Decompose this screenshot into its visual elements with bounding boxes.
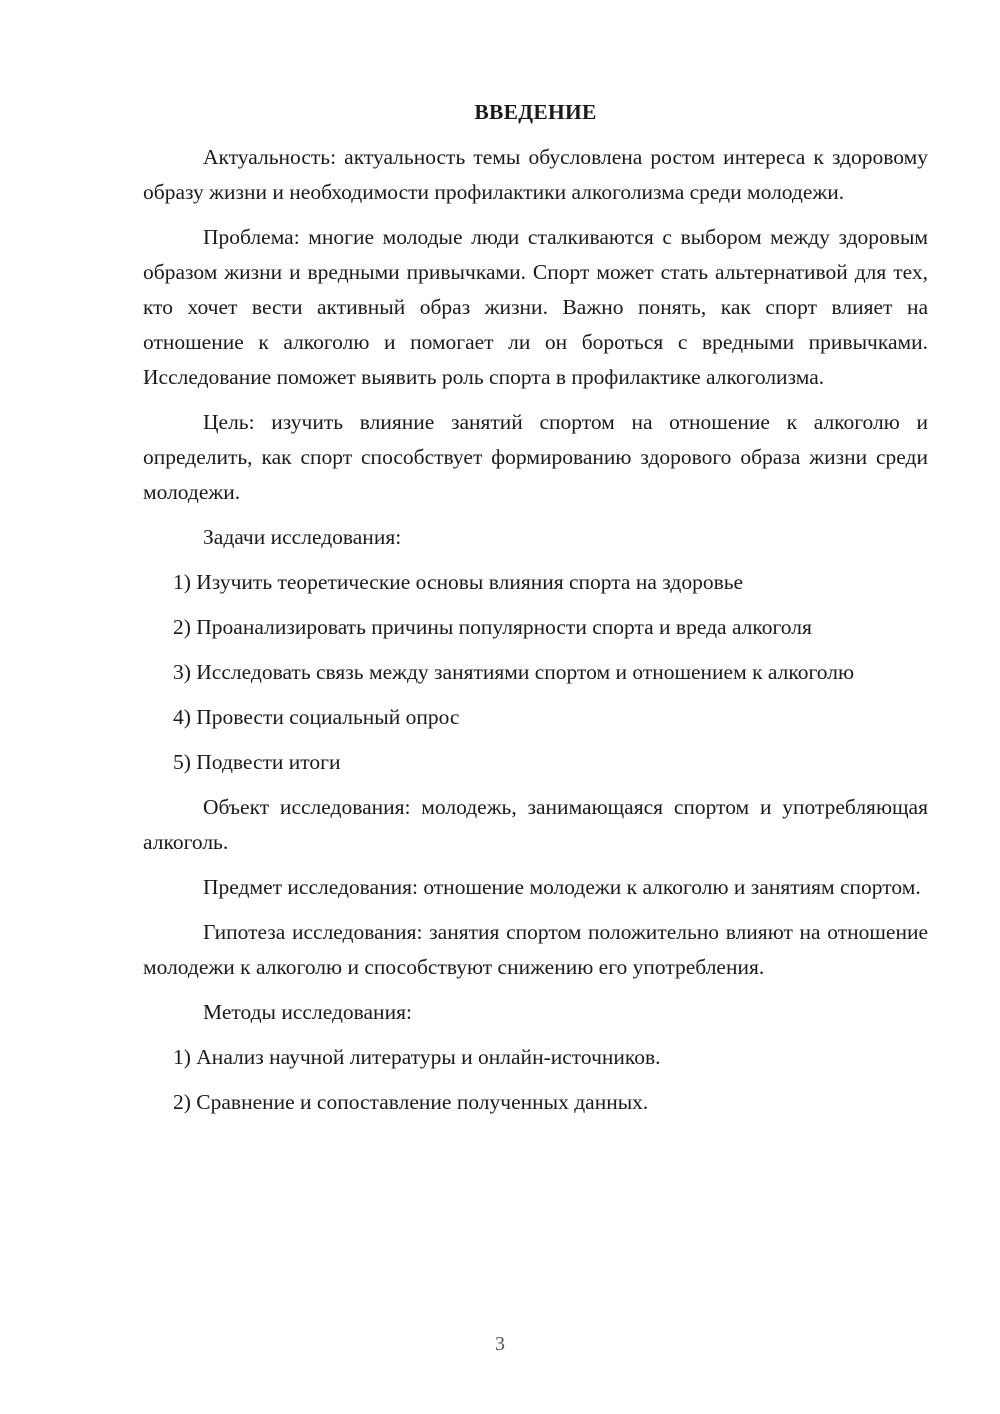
problem-paragraph: Проблема: многие молодые люди сталкиваются с выбором между здоровым образом жизни и вредными привычками. Спорт может стать альтернативой для тех, кто хочет вести активный образ жизни. Важно понять, как спорт влияет на отношение к алкоголю и помогает ли он бороться с вредными привычками. Исследование поможет выявить роль спорта в профилактике алкоголизма. [143,225,928,389]
task-item: 5) Подвести итоги [173,750,341,774]
methods-heading: Методы исследования: [203,1000,412,1024]
hypothesis-paragraph: Гипотеза исследования: занятия спортом положительно влияют на отношение молодежи к алкоголю и способствуют снижению его употребления. [143,920,928,979]
document-page [143,95,928,1130]
tasks-heading: Задачи исследования: [203,525,402,549]
relevance-paragraph: Актуальность: актуальность темы обусловлена ростом интереса к здоровому образу жизни и необходимости профилактики алкоголизма среди молодежи. [143,145,928,204]
object-paragraph: Объект исследования: молодежь, занимающаяся спортом и употребляющая алкоголь. [143,795,928,854]
task-item: 1) Изучить теоретические основы влияния спорта на здоровье [173,570,744,594]
task-item: 3) Исследовать связь между занятиями спортом и отношением к алкоголю [173,660,855,684]
document-title: ВВЕДЕНИЕ [474,100,597,124]
method-item: 2) Сравнение и сопоставление полученных данных. [173,1090,649,1114]
method-item: 1) Анализ научной литературы и онлайн-источников. [173,1045,661,1069]
task-item: 2) Проанализировать причины популярности спорта и вреда алкоголя [173,615,812,639]
goal-paragraph: Цель: изучить влияние занятий спортом на отношение к алкоголю и определить, как спорт способствует формированию здорового образа жизни среди молодежи. [143,410,928,504]
subject-paragraph: Предмет исследования: отношение молодежи к алкоголю и занятиям спортом. [203,875,921,899]
page-number: 3 [495,1333,505,1355]
task-item: 4) Провести социальный опрос [173,705,460,729]
